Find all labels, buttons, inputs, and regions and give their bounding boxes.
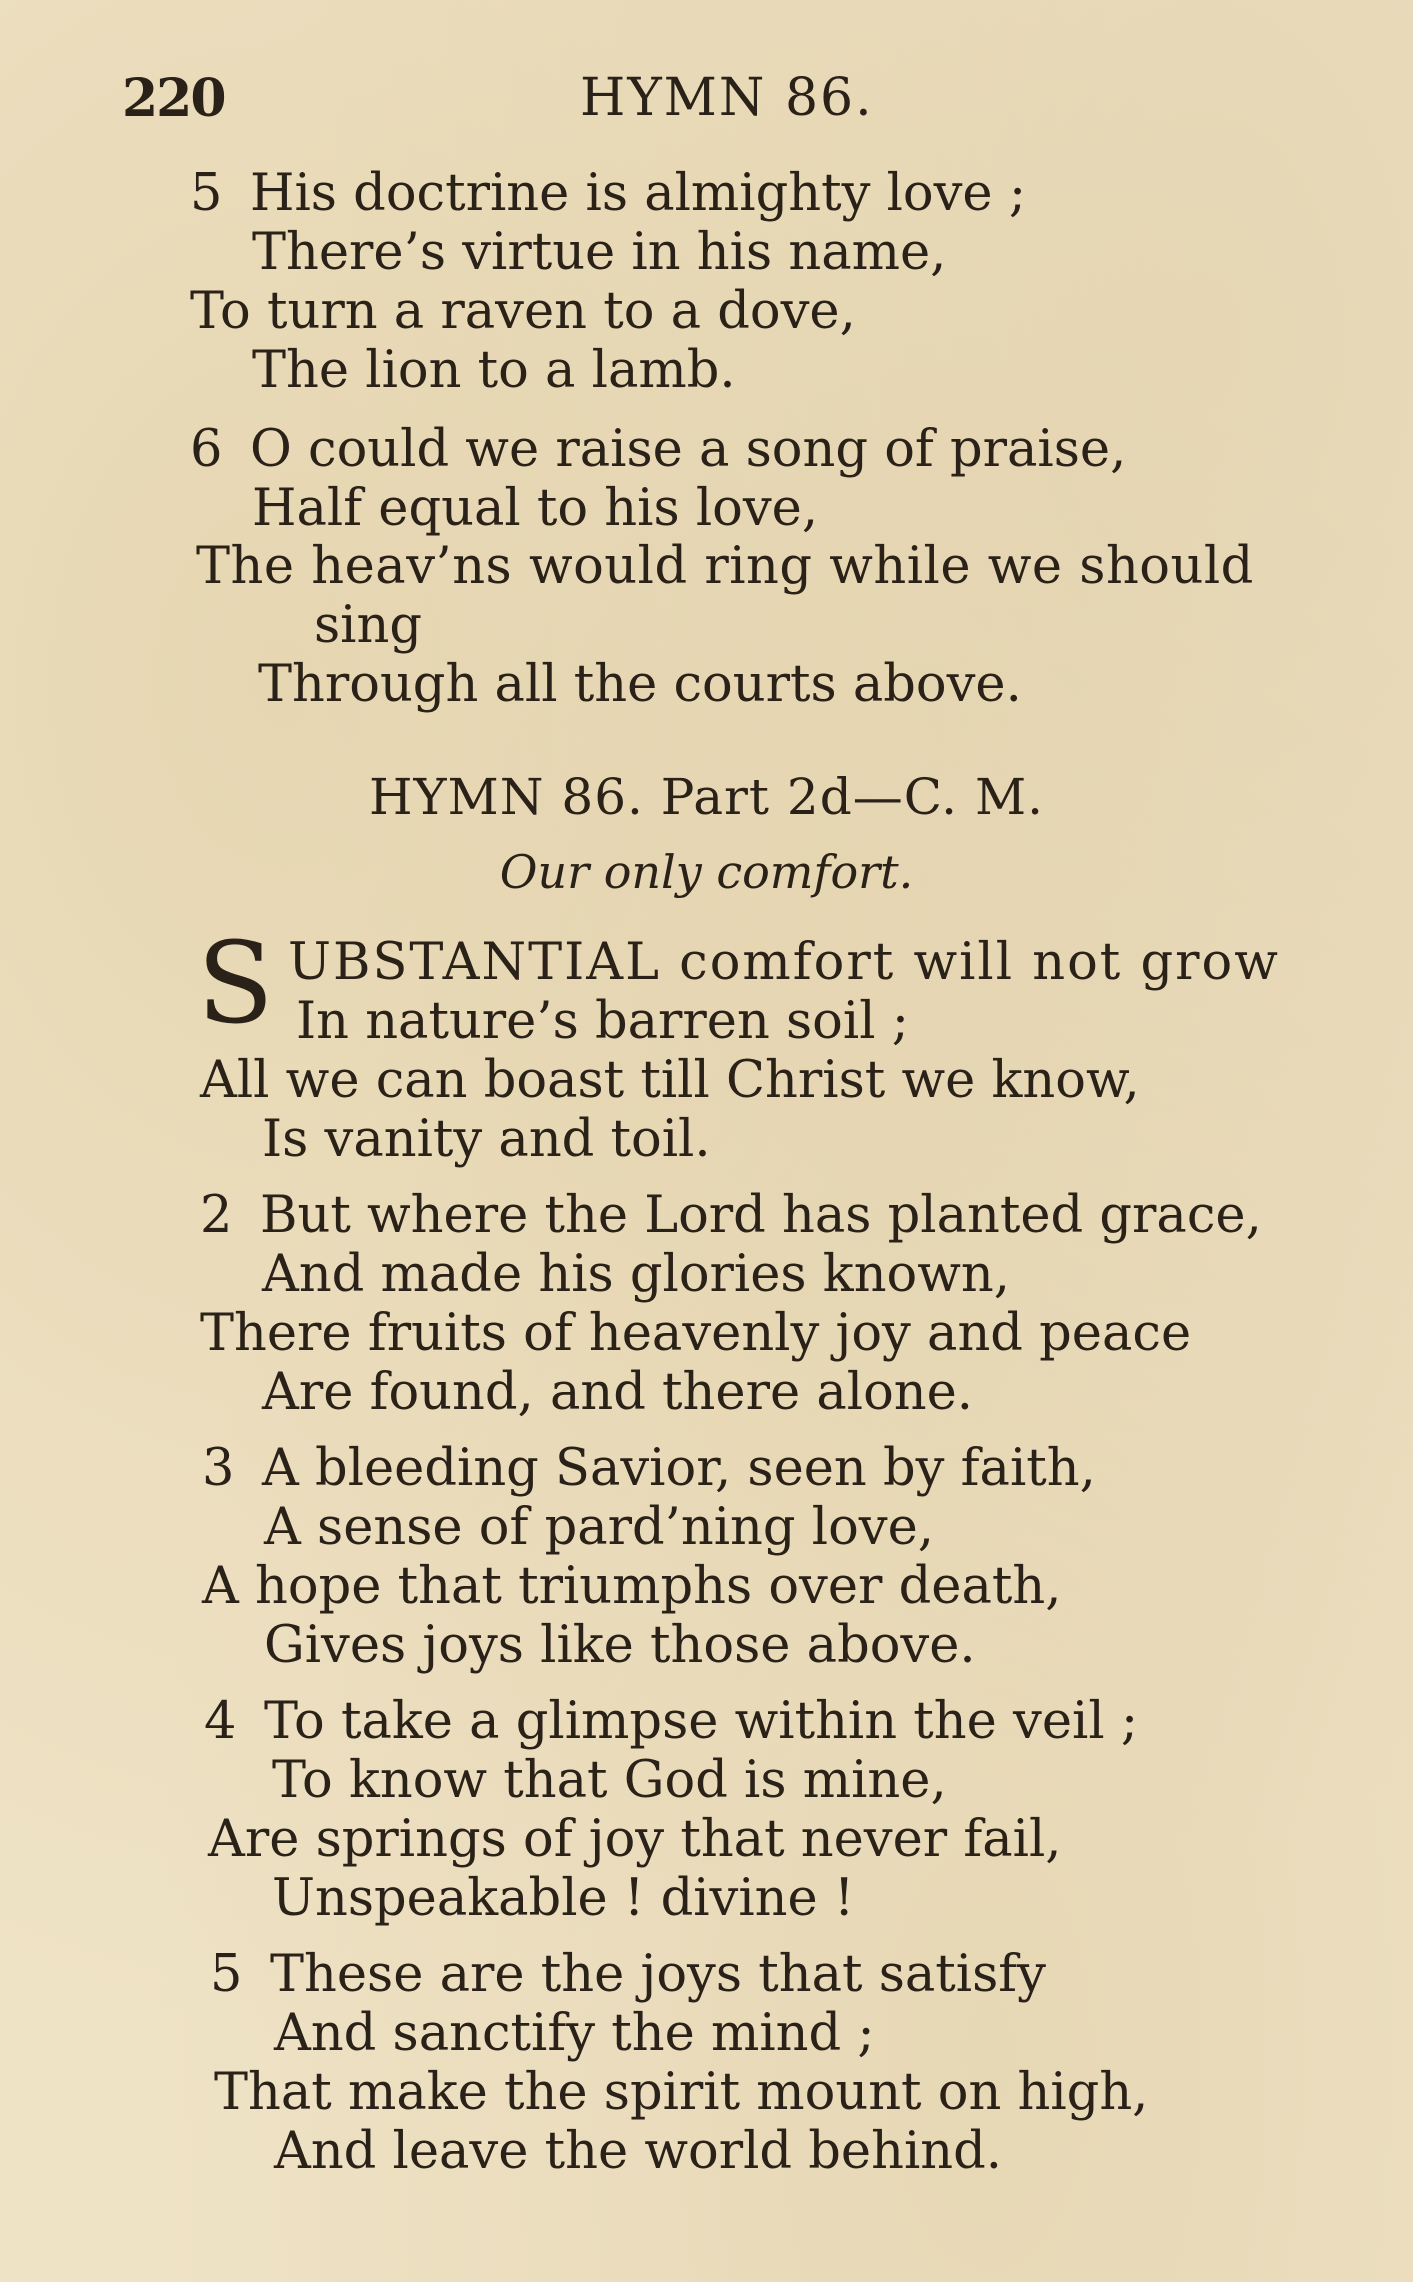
verse-line: Half equal to his love, [252,479,819,538]
verse-line: 4 To take a glimpse within the veil ; [204,1692,1139,1751]
hymn-subtitle: Our only comfort. [499,845,914,899]
verse-line: To turn a raven to a dove, [190,282,856,341]
verse-number: 3 [202,1439,235,1498]
verse-number: 4 [204,1692,237,1751]
verse-line: All we can boast till Christ we know, [200,1051,1140,1110]
verse-line: And made his glories known, [262,1245,1010,1304]
verse-line: Through all the courts above. [258,655,1022,714]
verse-line: There fruits of heavenly joy and peace [200,1304,1192,1363]
verse-line: That make the spirit mount on high, [214,2063,1149,2122]
verse-line: There’s virtue in his name, [252,223,947,282]
verse-line: In nature’s barren soil ; [296,992,909,1051]
verse-number: 5 [190,164,223,223]
verse-line: 2 But where the Lord has planted grace, [200,1186,1262,1245]
page-number: 220 [122,68,225,129]
verse-line: And sanctify the mind ; [274,2004,875,2063]
hymn-title: HYMN 86. Part 2d—C. M. [368,768,1045,826]
verse-line: 5 His doctrine is almighty love ; [190,164,1027,223]
verse-line: 6 O could we raise a song of praise, [190,420,1127,479]
verse-line: Is vanity and toil. [262,1110,711,1169]
verse-number: 6 [190,420,223,479]
running-title: HYMN 86. [580,68,874,128]
verse-line: Are springs of joy that never fail, [208,1810,1062,1869]
verse-line: The heav’ns would ring while we should [196,537,1254,596]
verse-line: And leave the world behind. [274,2122,1002,2181]
verse-line: A hope that triumphs over death, [202,1557,1062,1616]
verse-line: sing [314,596,422,655]
verse-line: Are found, and there alone. [262,1363,974,1422]
page-header [0,68,1413,138]
verse-line: The lion to a lamb. [252,341,736,400]
verse-line: To know that God is mine, [272,1751,947,1810]
verse-number: 2 [200,1186,233,1245]
drop-cap: S [197,919,274,1049]
verse-line: UBSTANTIAL comfort will not grow [288,933,1280,992]
verse-line: 5 These are the joys that satisfy [210,1945,1046,2004]
verse-line: Unspeakable ! divine ! [272,1869,855,1928]
verse-number: 5 [210,1945,243,2004]
verse-line: 3 A bleeding Savior, seen by faith, [202,1439,1096,1498]
verse-line: A sense of pard’ning love, [264,1498,934,1557]
verse-line: Gives joys like those above. [264,1616,976,1675]
